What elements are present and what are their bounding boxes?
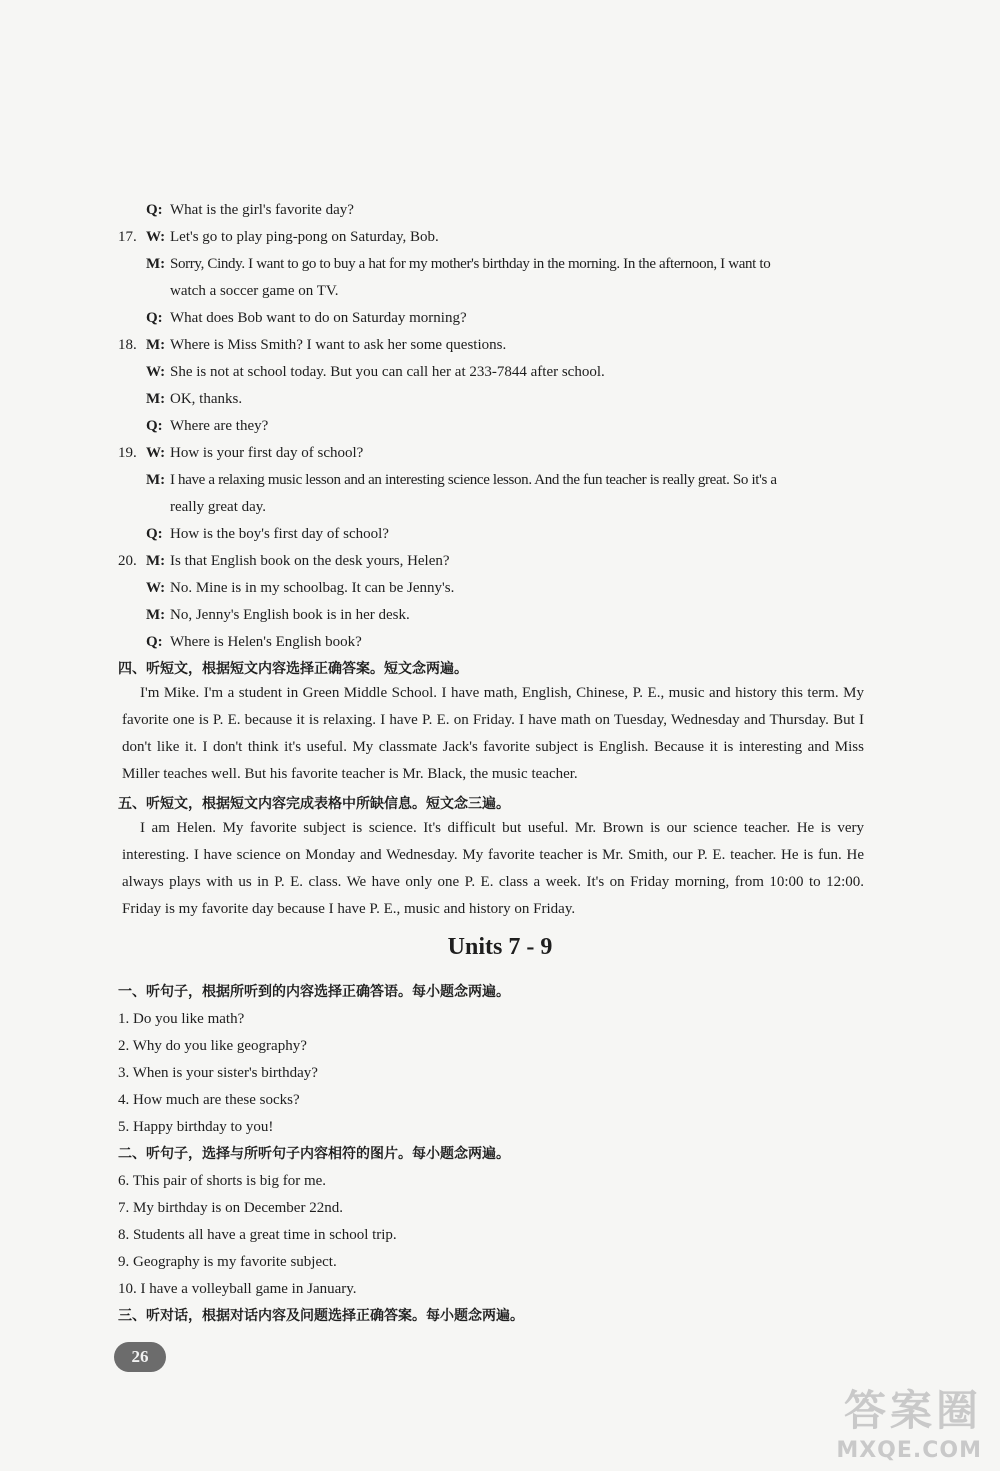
- question-item: 6. This pair of shorts is big for me.: [118, 1173, 327, 1189]
- section-heading: 三、听对话，根据对话内容及问题选择正确答案。每小题念两遍。: [118, 1308, 524, 1324]
- question-item: 3. When is your sister's birthday?: [118, 1065, 318, 1081]
- dialogue-line: M: I have a relaxing music lesson and an interesting science lesson. And the fun teacher is really great. So it's a: [146, 472, 777, 488]
- dialogue-line: 20. M: Is that English book on the desk yours, Helen?: [118, 553, 450, 569]
- question-item: 2. Why do you like geography?: [118, 1038, 307, 1054]
- dialogue-line: 19. W: How is your first day of school?: [118, 445, 364, 461]
- question-item: 10. I have a volleyball game in January.: [118, 1281, 357, 1297]
- dialogue-line: Q: What is the girl's favorite day?: [146, 202, 354, 218]
- dialogue-line: Q: Where are they?: [146, 418, 269, 434]
- dialogue-line-continued: really great day.: [170, 499, 267, 515]
- dialogue-line-continued: watch a soccer game on TV.: [170, 283, 339, 299]
- passage-text: I'm Mike. I'm a student in Green Middle School. I have math, English, Chinese, P. E., music and history this term. My favorite one is P. E. because it is relaxing. I have P. E. on Friday. I have math on Tuesday, Wednesday and Thursday. But I don't like it. I don't think it's useful. My classmate Jack's favorite subject is English. Because it is interesting and Miss Miller teaches well. But his favorite teacher is Mr. Black, the music teacher.: [122, 685, 864, 782]
- watermark-text: 答案圈: [843, 1386, 982, 1435]
- dialogue-line: Q: What does Bob want to do on Saturday morning?: [146, 310, 467, 326]
- dialogue-line: Q: How is the boy's first day of school?: [146, 526, 389, 542]
- page-number: 26: [114, 1342, 166, 1372]
- section-heading: 五、听短文，根据短文内容完成表格中所缺信息。短文念三遍。: [118, 796, 510, 812]
- question-item: 1. Do you like math?: [118, 1011, 245, 1027]
- question-item: 8. Students all have a great time in school trip.: [118, 1227, 397, 1243]
- question-item: 5. Happy birthday to you!: [118, 1119, 274, 1135]
- unit-title: Units 7 - 9: [447, 934, 553, 960]
- dialogue-line: 17. W: Let's go to play ping-pong on Saturday, Bob.: [118, 229, 439, 245]
- dialogue-line: W: No. Mine is in my schoolbag. It can be Jenny's.: [146, 580, 455, 596]
- dialogue-line: Q: Where is Helen's English book?: [146, 634, 362, 650]
- dialogue-line: W: She is not at school today. But you can call her at 233-7844 after school.: [146, 364, 605, 380]
- watermark-url: MXQE.COM: [836, 1438, 982, 1463]
- dialogue-line: M: No, Jenny's English book is in her desk.: [146, 607, 410, 623]
- watermark-logo: [836, 1378, 982, 1463]
- question-item: 9. Geography is my favorite subject.: [118, 1254, 337, 1270]
- section-heading: 一、听句子，根据所听到的内容选择正确答语。每小题念两遍。: [118, 984, 510, 1000]
- section-heading: 二、听句子，选择与所听句子内容相符的图片。每小题念两遍。: [118, 1146, 510, 1162]
- dialogue-line: M: Sorry, Cindy. I want to go to buy a hat for my mother's birthday in the morning. In the afternoon, I want to: [146, 256, 771, 272]
- question-item: 4. How much are these socks?: [118, 1092, 300, 1108]
- dialogue-line: 18. M: Where is Miss Smith? I want to ask her some questions.: [118, 337, 507, 353]
- dialogue-line: M: OK, thanks.: [146, 391, 243, 407]
- passage-text: I am Helen. My favorite subject is science. It's difficult but useful. Mr. Brown is our science teacher. He is very interesting. I have science on Monday and Wednesday. My favorite teacher is Mr. Smith, our P. E. teacher. He is fun. He always plays with us in P. E. class. We have only one P. E. class a week. It's on Friday morning, from 10:00 to 12:00. Friday is my favorite day because I have P. E., music and history on Friday.: [122, 820, 864, 917]
- question-item: 7. My birthday is on December 22nd.: [118, 1200, 343, 1216]
- section-heading: 四、听短文，根据短文内容选择正确答案。短文念两遍。: [118, 661, 468, 677]
